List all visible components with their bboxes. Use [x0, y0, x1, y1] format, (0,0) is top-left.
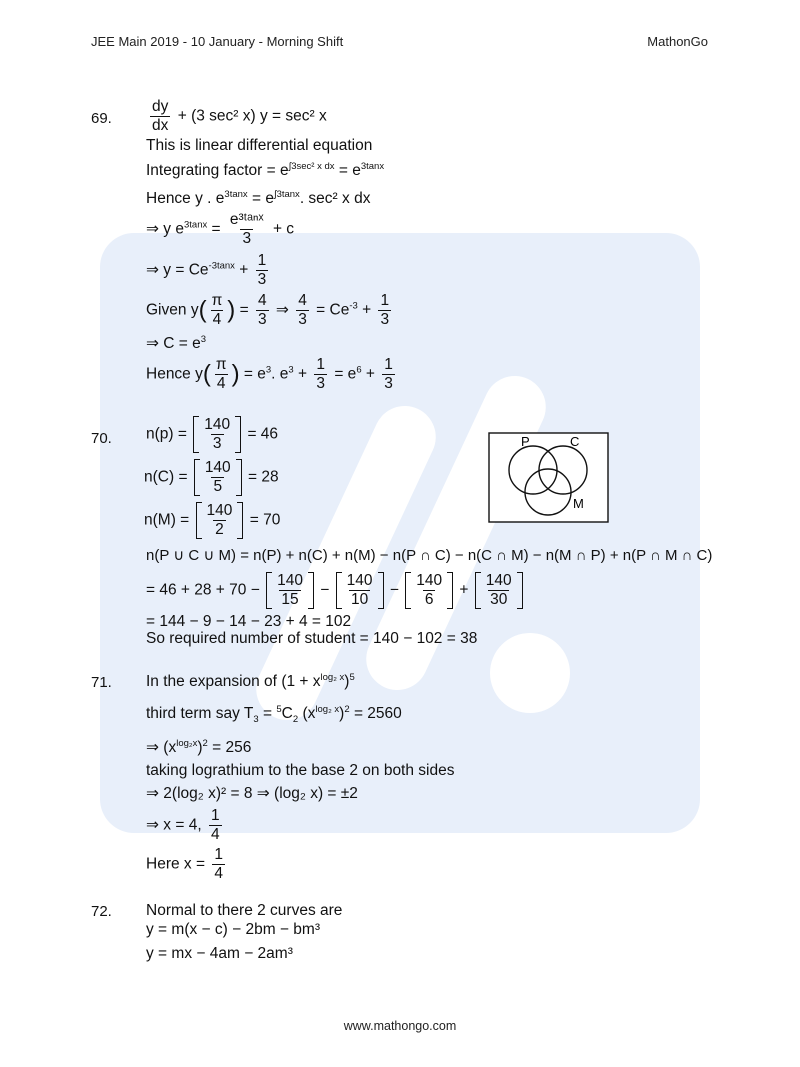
q70-union-formula: n(P ∪ C ∪ M) = n(P) + n(C) + n(M) − n(P ∩ C) − n(C ∩ M) − n(M ∩ P) + n(P ∩ M ∩ C) [146, 547, 713, 564]
q69-constant: ⇒ $C = e^3$ [146, 333, 207, 352]
venn-frame [489, 433, 608, 522]
q72-normal-1: y = m(x − c) − 2bm − bm³ [146, 921, 320, 938]
q70-sum: = 46 + 28 + 70 − $\frac{140}{15}$ − $\frac{140}{10}$ − $\frac{140}{6}$ + $\frac{140}{30}$ [146, 572, 525, 609]
q70-result: = 144 − 9 − 14 − 23 + 4 = 102 [146, 613, 352, 630]
question-number-72: 72. [91, 903, 112, 920]
q69-integrating-factor: Integrating factor = $e^{\int 3sec^2 x dx} = e^{3tanx}$ [146, 160, 385, 179]
q70-answer: So required number of student = 140 − 102 = 38 [146, 630, 478, 647]
venn-label-c: C [570, 434, 580, 449]
question-number-69: 69. [91, 110, 112, 127]
venn-label-m: M [573, 496, 584, 511]
q71-answer: Here x = $\frac{1}{4}$ [146, 846, 223, 882]
watermark-dot [490, 633, 570, 713]
q72-intro: Normal to there 2 curves are [146, 902, 343, 919]
q69-line-linear: This is linear differential equation [146, 137, 373, 154]
q69-hence-line: Hence y . $e^{3tanx} = e^{\int 3tanx}$. sec² x dx [146, 188, 371, 207]
header-brand: MathonGo [647, 34, 708, 49]
question-number-71: 71. [91, 674, 112, 691]
q69-final: Hence y( $\frac{\pi}{4}$ ) = $e^3$. $e^3$ + $\frac{1}{3}$ = $e^6$ + $\frac{1}{3}$ [146, 356, 393, 392]
q69-given-condition: Given y( $\frac{\pi}{4}$ ) = $\frac{4}{3}$ ⇒ $\frac{4}{3}$ = $Ce^{-3}$ + $\frac{1}{3}$ [146, 292, 390, 328]
venn-diagram [488, 430, 612, 526]
q69-general-solution: ⇒ $y = Ce^{-3tanx}$ + $\frac{1}{3}$ [146, 252, 267, 288]
q70-nc: n(C) = $\frac{140}{5}$ = 28 [144, 459, 279, 495]
q69-equation: $\frac{dy}{dx}$ + (3 sec² x) y = sec² x [152, 98, 327, 134]
q71-roots: ⇒ x = 4, $\frac{1}{4}$ [146, 807, 220, 843]
question-number-70: 70. [91, 430, 112, 447]
venn-label-p: P [521, 434, 530, 449]
q72-normal-2: y = mx − 4am − 2am³ [146, 945, 293, 962]
footer-url[interactable]: www.mathongo.com [343, 1019, 457, 1033]
header-title: JEE Main 2019 - 10 January - Morning Shift [91, 34, 344, 49]
q71-taking-log: taking lograthium to the base 2 on both sides [146, 762, 455, 779]
q70-np: n(p) = $\frac{140}{3}$ = 46 [146, 416, 279, 452]
q69-solution-step: ⇒ y $e^{3tanx}$ = $\frac{\text{e³ᵗᵃⁿˣ}}{3}$ + c [146, 211, 295, 247]
q71-expansion: In the expansion of $(1 + x^{log_2 x})^5$ [146, 671, 355, 690]
q71-log-equation: ⇒ 2(log₂ x)² = 8 ⇒ (log₂ x) = ±2 [146, 785, 358, 802]
q71-third-term: third term say $T_3 = ^5C_2$ $(x^{log_2 x})^2 = 2560$ [146, 703, 402, 726]
q71-simplified: ⇒ $(x^{log_2x})^2 = 256$ [146, 737, 252, 756]
q70-nm: n(M) = $\frac{140}{2}$ = 70 [144, 502, 281, 538]
